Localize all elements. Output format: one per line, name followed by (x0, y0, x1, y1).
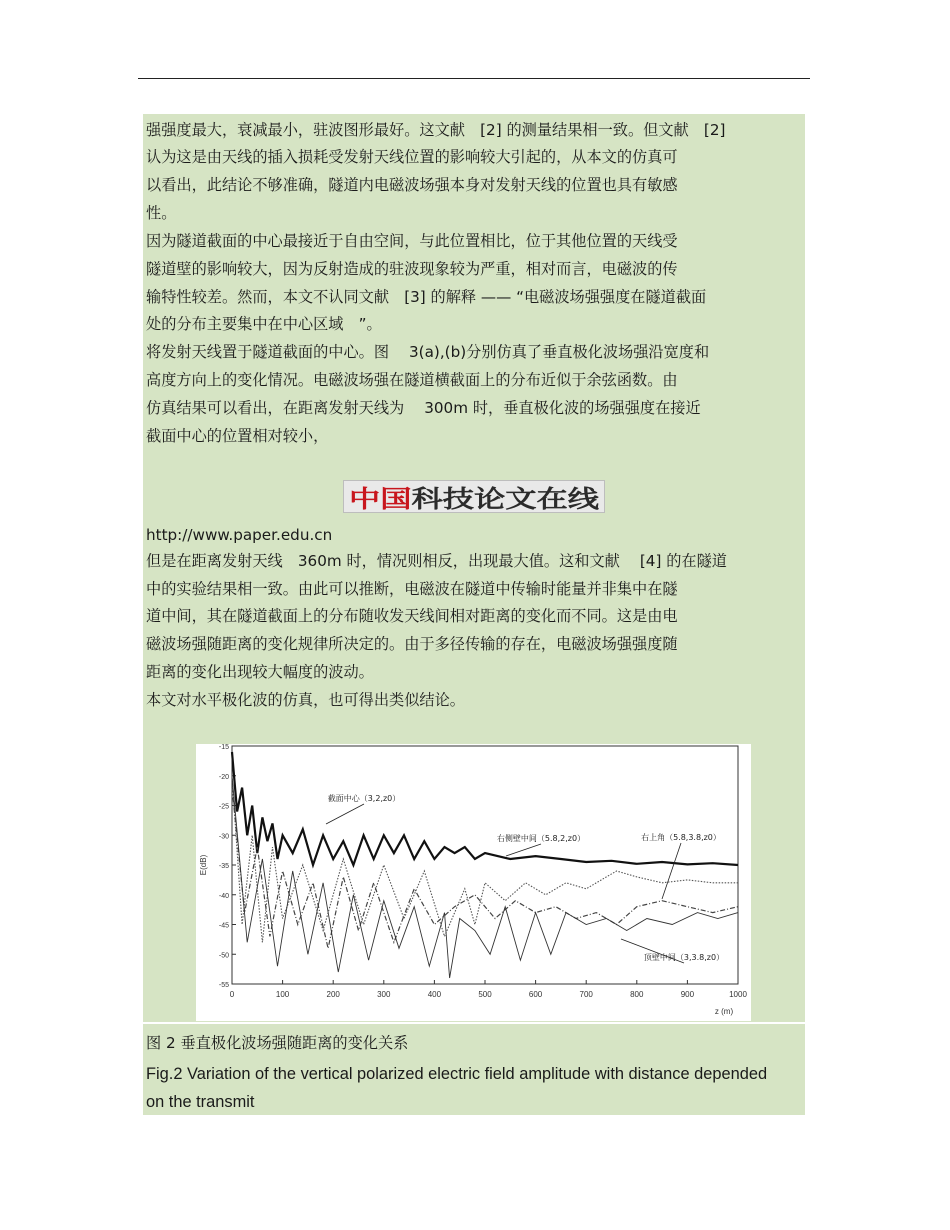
logo-graphic (344, 481, 605, 513)
site-url: http://www.paper.edu.cn (146, 526, 333, 544)
logo-char: 国 (380, 485, 405, 513)
y-tick-label: -50 (218, 952, 229, 960)
x-tick-label: 700 (579, 990, 593, 999)
y-tick-label: -30 (218, 833, 229, 841)
x-tick-label: 0 (229, 990, 235, 999)
y-tick-label: -25 (218, 803, 229, 811)
paragraph-line: 性。 (146, 204, 177, 222)
figure-caption-cn: 图 2 垂直极化波场强随距离的变化关系 (146, 1034, 409, 1052)
series-label: 截面中心（3,2,z0） (327, 794, 401, 803)
paragraph-line: 本文对水平极化波的仿真，也可得出类似结论。 (146, 691, 465, 709)
series-label: 右上角（5.8,3.8,z0） (641, 833, 721, 842)
plot-frame (232, 746, 738, 984)
y-tick-label: -35 (218, 863, 229, 870)
paragraph-line: 中的实验结果相一致。由此可以推断，电磁波在隧道中传输时能量并非集中在隧 (146, 580, 678, 598)
series-line-1 (232, 752, 738, 865)
logo-char: 线 (567, 485, 592, 513)
x-tick-label: 400 (427, 990, 442, 999)
figure-caption-en: Fig.2 Variation of the vertical polarized electric field amplitude with distance depended (146, 1065, 768, 1083)
x-tick-label: 500 (478, 990, 492, 999)
logo-char: 中 (349, 485, 373, 513)
annotation-leader (506, 844, 541, 856)
paragraph-line: 距离的变化出现较大幅度的波动。 (146, 663, 374, 681)
logo-char: 在 (536, 485, 561, 513)
paragraph-line: 道中间，其在隧道截面上的分布随收发天线间相对距离的变化而不同。这是由电 (146, 607, 678, 625)
logo-char: 技 (442, 485, 467, 513)
caption-panel (143, 1024, 805, 1115)
x-tick-label: 200 (326, 990, 340, 999)
figure-caption-en-cont: on the transmit (146, 1093, 255, 1111)
series-line-3 (232, 788, 738, 949)
x-tick-label: 1000 (729, 990, 747, 999)
series-label: 顶壁中间（3,3.8,z0） (643, 953, 725, 962)
annotation-leader (326, 804, 364, 824)
x-tick-label: 300 (377, 990, 391, 999)
paragraph-line: 处的分布主要集中在中心区域 ”。 (146, 315, 382, 333)
y-tick-label: -45 (218, 922, 229, 930)
paragraph-line: 隧道壁的影响较大，因为反射造成的驻波现象较为严重，相对而言，电磁波的传 (146, 260, 678, 278)
paragraph-line: 认为这是由天线的插入损耗受发射天线位置的影响较大引起的，从本文的仿真可 (146, 148, 678, 166)
series-line-4 (232, 776, 738, 978)
y-tick-label: -15 (218, 744, 229, 751)
y-tick-label: -20 (218, 773, 229, 781)
paragraph-line: 仿真结果可以看出，在距离发射天线为 300m 时，垂直极化波的场强强度在接近 (146, 399, 701, 417)
x-tick-label: 900 (680, 990, 695, 999)
annotation-leader (662, 843, 681, 899)
paragraph-line: 高度方向上的变化情况。电磁波场强在隧道横截面上的分布近似于余弦函数。由 (146, 371, 678, 389)
logo-char: 文 (505, 485, 530, 513)
x-tick-label: 800 (630, 990, 644, 999)
series-line-2 (232, 776, 738, 943)
paragraph-line: 磁波场强随距离的变化规律所决定的。由于多径传输的存在，电磁波场强强度随 (146, 635, 678, 653)
logo-char: 论 (474, 485, 498, 513)
y-tick-label: -40 (218, 892, 229, 900)
logo-char: 科 (411, 485, 436, 513)
paragraph-line: 但是在距离发射天线 360m 时，情况则相反，出现最大值。这和文献 [4] 的在隧道 (146, 552, 727, 570)
chart-svg (196, 744, 751, 1021)
paragraph-line: 强强度最大，衰减最小，驻波图形最好。这文献 [2] 的测量结果相一致。但文献 [2] (146, 121, 726, 139)
y-tick-label: -55 (218, 982, 229, 989)
x-tick-label: 100 (275, 990, 290, 999)
paragraph-line: 输特性较差。然而，本文不认同文献 [3] 的解释 —— “电磁波场强强度在隧道截面 (146, 288, 707, 306)
x-axis-label: z (m) (714, 1007, 734, 1016)
x-tick-label: 600 (528, 990, 543, 999)
paragraph-line: 因为隧道截面的中心最接近于自由空间，与此位置相比，位于其他位置的天线受 (146, 232, 678, 250)
paragraph-line: 以看出，此结论不够准确，隧道内电磁波场强本身对发射天线的位置也具有敏感 (146, 176, 678, 194)
header-rule (138, 78, 810, 79)
svg-text:中国科技论文在线 (349, 485, 600, 513)
y-axis-label: E(dB) (199, 854, 208, 876)
series-label: 右侧壁中间（5.8,2,z0） (496, 834, 586, 843)
figure-2-chart (196, 744, 751, 1021)
paragraph-line: 将发射天线置于隧道截面的中心。图 3(a),(b)分别仿真了垂直极化波场强沿宽度和 (146, 343, 710, 361)
paragraph-line: 截面中心的位置相对较小， (146, 427, 329, 445)
site-logo (343, 480, 605, 513)
